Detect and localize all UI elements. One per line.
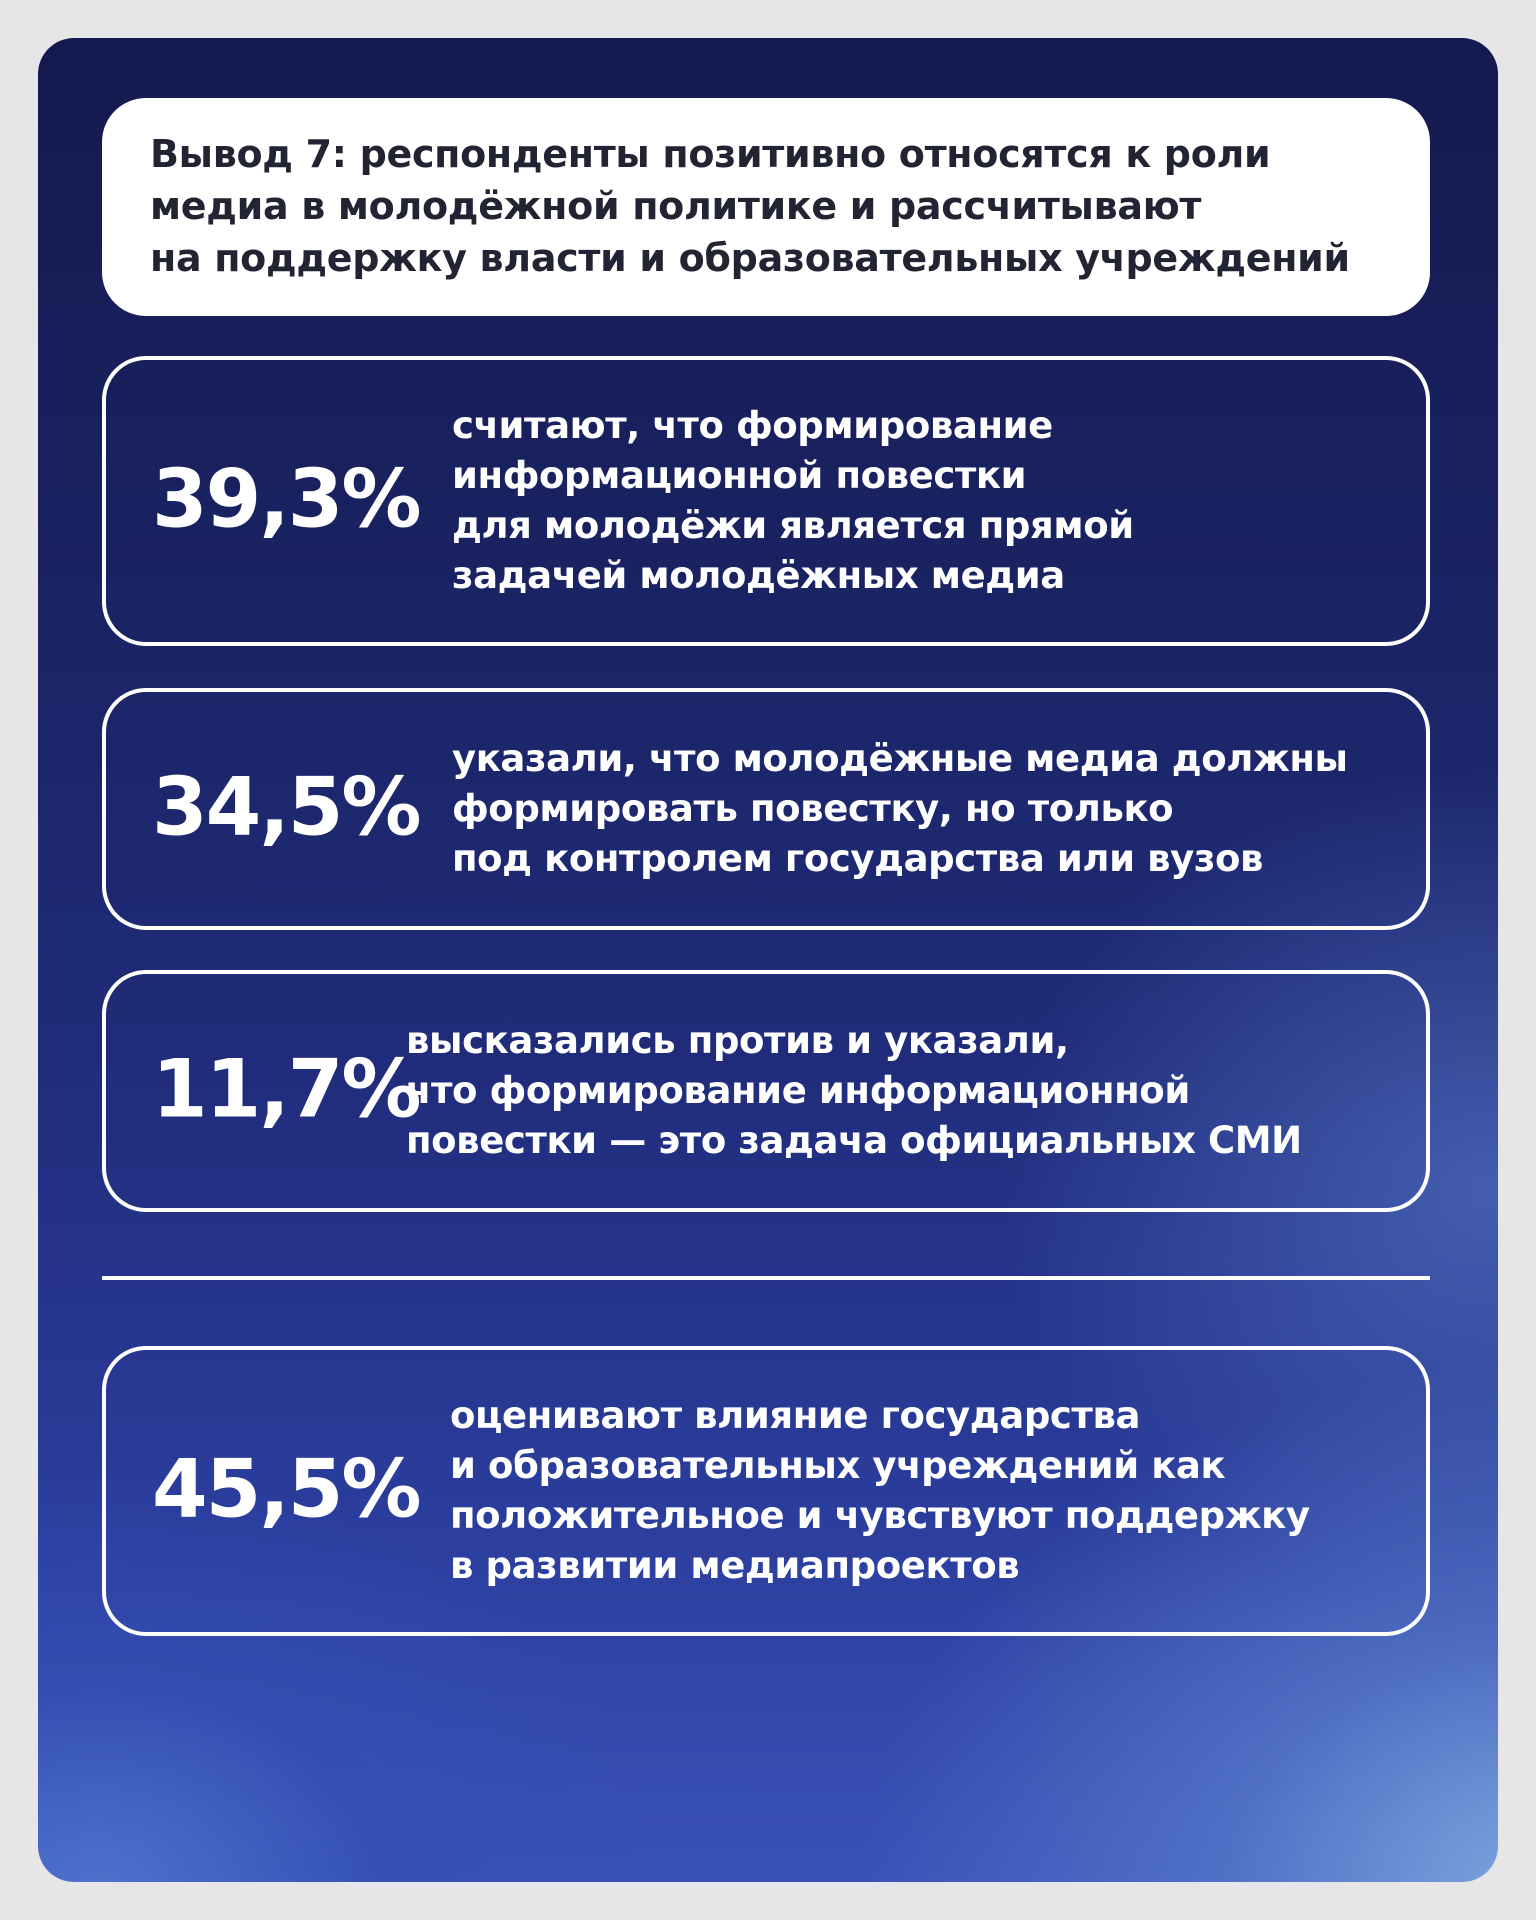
stat-value: 11,7%	[152, 1042, 420, 1136]
stat-description-line: что формирование информационной	[406, 1069, 1190, 1112]
headline-box	[102, 98, 1430, 316]
stat-description	[450, 1391, 1310, 1591]
stat-description-line: положительное и чувствуют поддержку	[450, 1494, 1310, 1537]
stat-description-line: высказались против и указали,	[406, 1019, 1069, 1062]
stat-description-line: под контролем государства или вузов	[452, 837, 1263, 880]
stat-description-line: задачей молодёжных медиа	[452, 554, 1065, 597]
stat-description-line: и образовательных учреждений как	[450, 1444, 1226, 1487]
headline-line: на поддержку власти и образовательных учреждений	[150, 236, 1350, 280]
headline-line: медиа в молодёжной политике и рассчитывают	[150, 184, 1202, 228]
stat-card-1	[102, 356, 1430, 646]
stat-description-line: для молодёжи является прямой	[452, 504, 1134, 547]
summary-stat-card	[102, 1346, 1430, 1636]
headline-text	[150, 128, 1382, 284]
stat-description-line: оценивают влияние государства	[450, 1394, 1141, 1437]
stat-description-line: в развитии медиапроектов	[450, 1544, 1020, 1587]
stat-card-2	[102, 688, 1430, 930]
infographic-card	[38, 38, 1498, 1882]
section-divider	[102, 1276, 1430, 1280]
stat-value: 45,5%	[152, 1442, 420, 1536]
stat-description	[406, 1016, 1302, 1166]
headline-line: Вывод 7: респонденты позитивно относятся к роли	[150, 132, 1271, 176]
stat-value: 34,5%	[152, 760, 420, 854]
stat-description-line: считают, что формирование	[452, 404, 1053, 447]
stat-description-line: формировать повестку, но только	[452, 787, 1174, 830]
stat-description-line: указали, что молодёжные медиа должны	[452, 737, 1348, 780]
stat-description-line: повестки — это задача официальных СМИ	[406, 1119, 1302, 1162]
stat-value: 39,3%	[152, 452, 420, 546]
stat-description-line: информационной повестки	[452, 454, 1027, 497]
stat-description	[452, 734, 1348, 884]
stat-description	[452, 401, 1134, 601]
stat-card-3	[102, 970, 1430, 1212]
